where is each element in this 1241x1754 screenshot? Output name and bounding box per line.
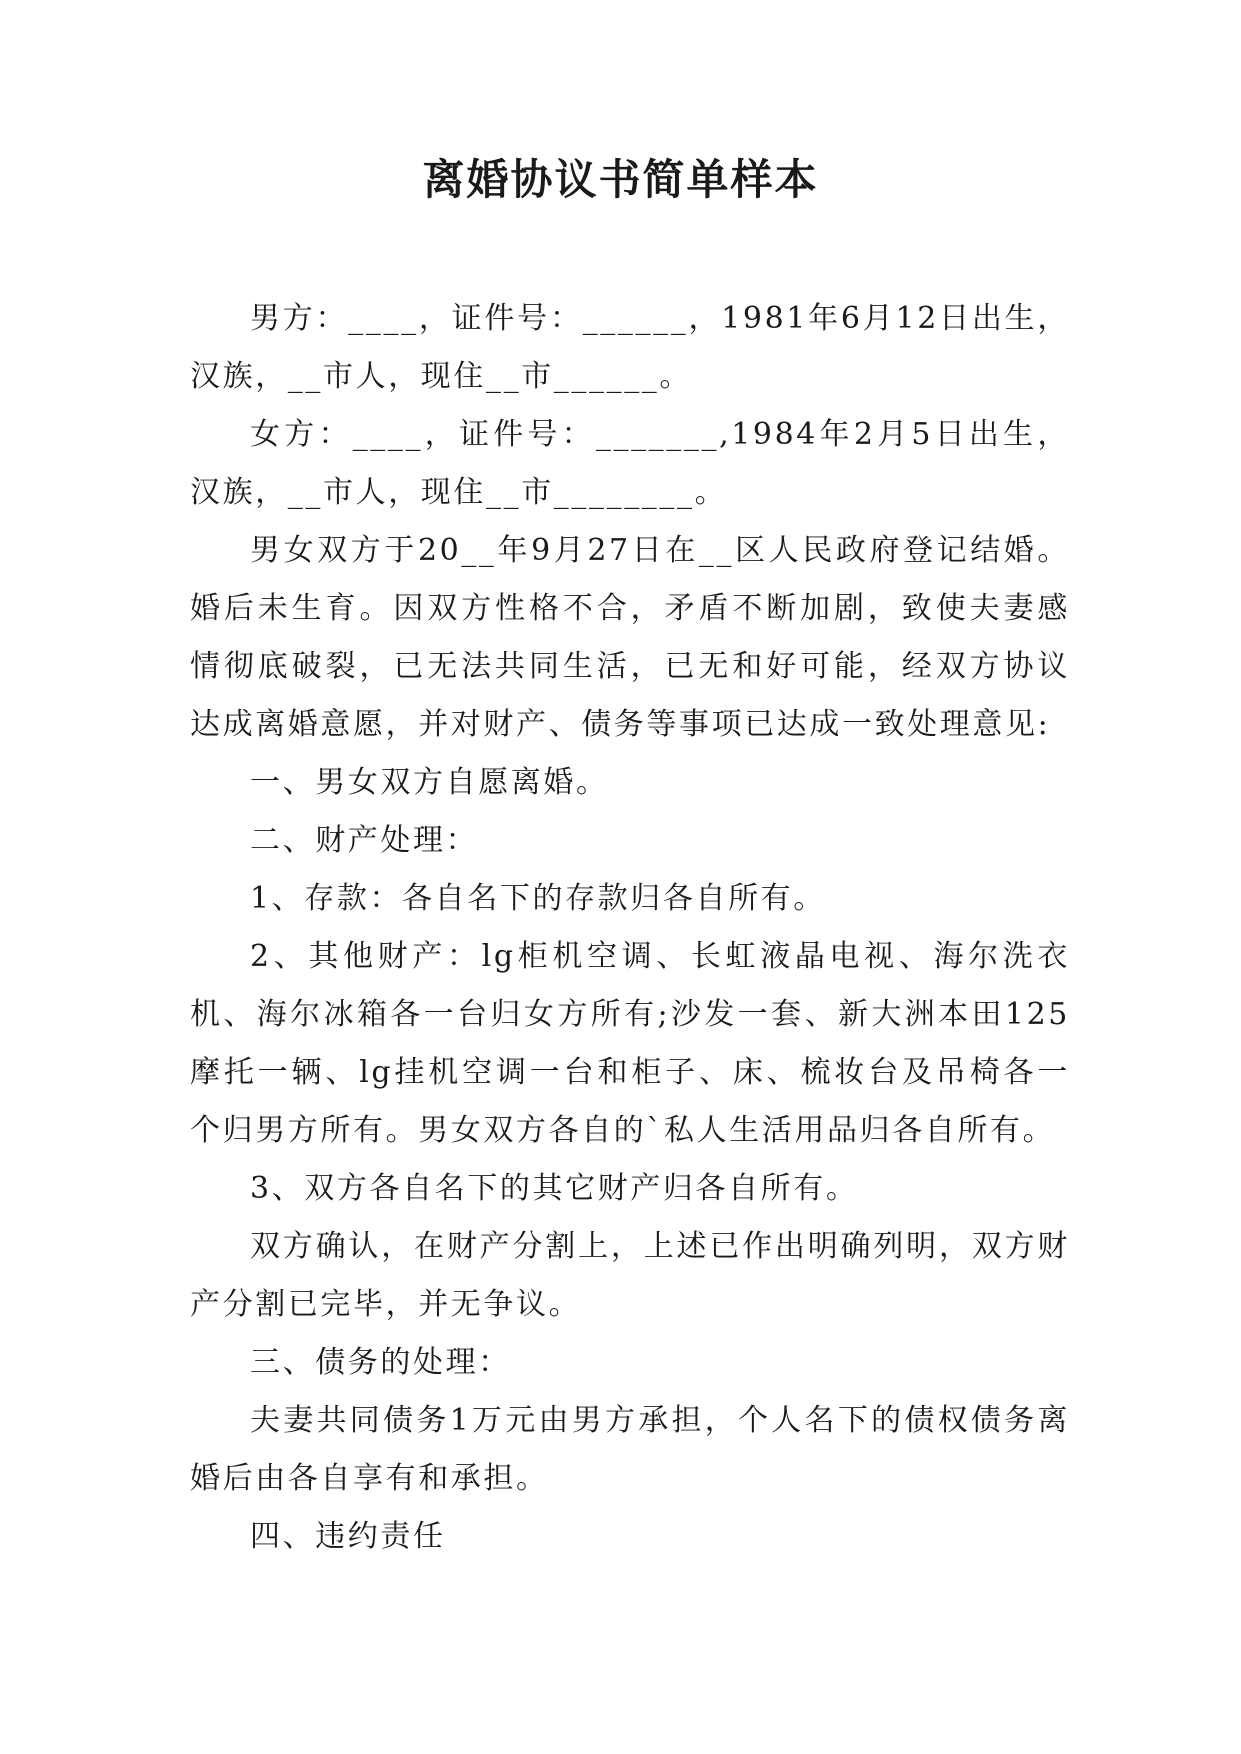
document-body <box>190 290 1070 1566</box>
paragraph-property-confirmation: 双方确认，在财产分割上，上述已作出明确列明，双方财产分割已完毕，并无争议。 <box>190 1229 1070 1322</box>
paragraph-debt-handling: 夫妻共同债务1万元由男方承担，个人名下的债权债务离婚后由各自享有和承担。 <box>190 1403 1070 1496</box>
paragraph-clause-2-item-2: 2、其他财产：lg柜机空调、长虹液晶电视、海尔洗衣机、海尔冰箱各一台归女方所有;沙发一套、新大洲本田125摩托一辆、lg挂机空调一台和柜子、床、梳妆台及吊椅各一个归男方所有。男女双方各自的`私人生活用品归各自所有。 <box>190 939 1070 1148</box>
paragraph-clause-1: 一、男女双方自愿离婚。 <box>250 765 609 800</box>
document-title: 离婚协议书简单样本 <box>422 155 819 204</box>
paragraph-marriage-background: 男女双方于20__年9月27日在__区人民政府登记结婚。婚后未生育。因双方性格不合，矛盾不断加剧，致使夫妻感情彻底破裂，已无法共同生活，已无和好可能，经双方协议达成离婚意愿，并对财产、债务等事项已达成一致处理意见: <box>190 533 1070 742</box>
paragraph-male-party: 男方：____，证件号：______，1981年6月12日出生，汉族，__市人，现住__市______。 <box>190 301 1070 394</box>
paragraph-clause-2-heading: 二、财产处理： <box>250 823 479 858</box>
paragraph-clause-4-heading: 四、违约责任 <box>250 1519 446 1554</box>
paragraph-clause-3-heading: 三、债务的处理： <box>250 1345 511 1380</box>
paragraph-clause-2-item-3: 3、双方各自名下的其它财产归各自所有。 <box>250 1171 859 1206</box>
paragraph-clause-2-item-1: 1、存款：各自名下的存款归各自所有。 <box>250 881 826 916</box>
paragraph-female-party: 女方：____，证件号：_______,1984年2月5日出生，汉族，__市人，现住__市________。 <box>190 417 1070 510</box>
